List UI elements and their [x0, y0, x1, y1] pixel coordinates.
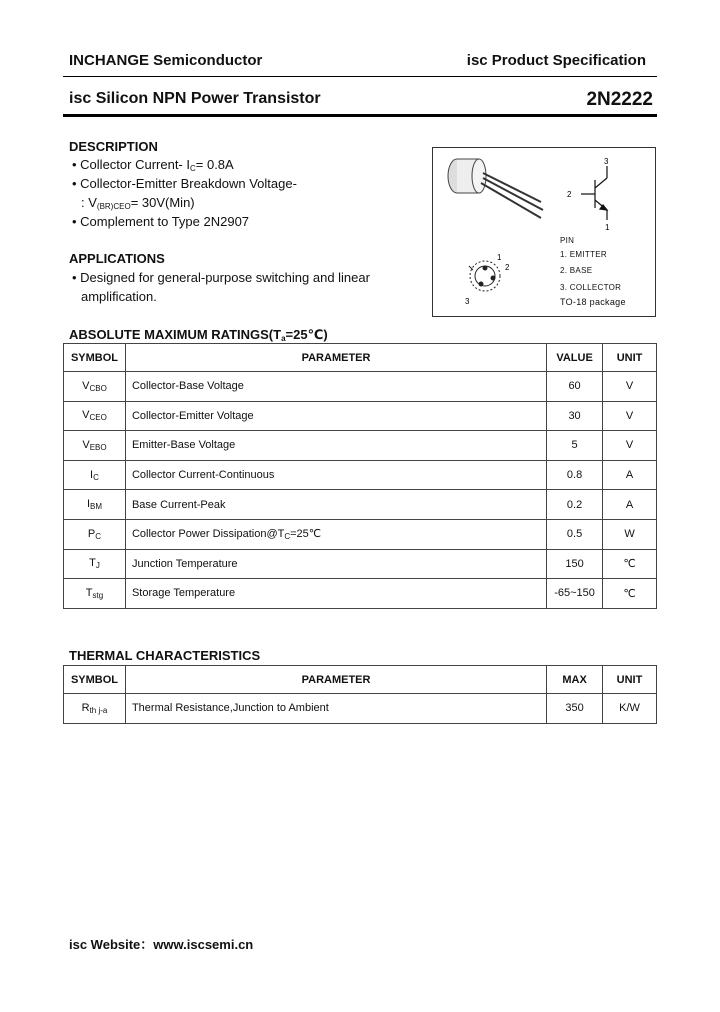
value-cell: 30 — [547, 401, 603, 431]
value-cell: -65~150 — [547, 579, 603, 609]
col-symbol: SYMBOL — [64, 344, 126, 372]
col-max: MAX — [547, 666, 603, 694]
symbol-cell: $V_{EBO}$ — [64, 431, 126, 461]
pin-1-label: 1. EMITTER — [560, 250, 608, 259]
symbol-cell: $V_{CBO}$ — [64, 372, 126, 402]
table-header-row — [64, 666, 657, 694]
description-bullet-1: • Collector Current- $I_C= 0.8A$ — [72, 157, 234, 173]
bottom-view-drawing — [469, 261, 500, 291]
table-row — [64, 372, 657, 402]
parameter-cell: Collector Current-Continuous — [125, 460, 546, 490]
pin-2-label: 2. BASE — [560, 266, 593, 275]
symbol-cell: $T_J$ — [64, 549, 126, 579]
symbol-pin-1: 1 — [605, 223, 610, 232]
website-footer: isc Website：www.iscsemi.cn — [69, 937, 254, 952]
parameter-cell: Collector-Base Voltage — [125, 372, 546, 402]
table-row — [64, 490, 657, 520]
unit-cell: ℃ — [603, 549, 657, 579]
symbol-cell: $V_{CEO}$ — [64, 401, 126, 431]
symbol-cell: $R_{th j-a}$ — [64, 694, 126, 724]
description-bullet-2: • Collector-Emitter Breakdown Voltage- — [72, 176, 297, 191]
bottom-pin-2: 2 — [505, 263, 510, 272]
symbol-cell: $P_C$ — [64, 519, 126, 549]
npn-symbol — [581, 166, 607, 220]
applications-bullet: • Designed for general-purpose switching and linear — [72, 270, 370, 285]
value-cell: 5 — [547, 431, 603, 461]
table-row — [64, 549, 657, 579]
parameter-cell: Base Current-Peak — [125, 490, 546, 520]
spec-label: isc Product Specification — [466, 52, 646, 69]
col-parameter: PARAMETER — [125, 666, 546, 694]
bottom-pin-3: 3 — [465, 297, 470, 306]
unit-cell: A — [603, 490, 657, 520]
part-number: 2N2222 — [586, 89, 653, 110]
pin-heading: PIN — [560, 236, 575, 245]
symbol-cell: $I_C$ — [64, 460, 126, 490]
unit-cell: A — [603, 460, 657, 490]
symbol-pin-3: 3 — [604, 157, 609, 166]
value-cell: 0.2 — [547, 490, 603, 520]
symbol-cell: $T_{stg}$ — [64, 579, 126, 609]
package-figure — [432, 147, 656, 317]
table-header-row — [64, 344, 657, 372]
value-cell: 60 — [547, 372, 603, 402]
abs-max-heading: ABSOLUTE MAXIMUM $RATINGS(T_a=25℃)$ — [69, 327, 328, 343]
unit-cell: W — [603, 519, 657, 549]
value-cell: 0.8 — [547, 460, 603, 490]
table-row — [64, 431, 657, 461]
col-unit: UNIT — [603, 666, 657, 694]
parameter-cell: Emitter-Base Voltage — [125, 431, 546, 461]
symbol-pin-2: 2 — [567, 190, 572, 199]
description-bullet-3: • Complement to Type 2N2907 — [72, 214, 250, 229]
table-row — [64, 694, 657, 724]
applications-bullet-cont: amplification. — [81, 289, 157, 304]
col-symbol: SYMBOL — [64, 666, 126, 694]
value-cell: 150 — [547, 549, 603, 579]
pin-3-label: 3. COLLECTOR — [560, 283, 622, 292]
parameter-cell: Collector Power $Dissipation@T_C=25℃$ — [125, 519, 546, 549]
value-cell: 350 — [547, 694, 603, 724]
description-bullet-2-cont: : $V_{(BR)CEO}= 30V(Min)$ — [81, 195, 195, 211]
table-row — [64, 519, 657, 549]
table-row — [64, 579, 657, 609]
description-heading: DESCRIPTION — [69, 139, 158, 154]
bottom-pin-1: 1 — [497, 253, 502, 262]
unit-cell: V — [603, 431, 657, 461]
applications-heading: APPLICATIONS — [69, 251, 165, 266]
package-label: TO-18 package — [560, 297, 626, 307]
value-cell: 0.5 — [547, 519, 603, 549]
unit-cell: V — [603, 372, 657, 402]
thermal-table — [63, 665, 657, 724]
title-rule — [63, 114, 657, 117]
thermal-heading: THERMAL CHARACTERISTICS — [69, 648, 261, 663]
symbol-cell: $I_{BM}$ — [64, 490, 126, 520]
parameter-cell: Collector-Emitter Voltage — [125, 401, 546, 431]
abs-max-table — [63, 343, 657, 609]
table-row — [64, 401, 657, 431]
unit-cell: ℃ — [603, 579, 657, 609]
col-unit: UNIT — [603, 344, 657, 372]
company-name: INCHANGE Semiconductor — [69, 52, 263, 69]
col-parameter: PARAMETER — [125, 344, 546, 372]
package-drawing — [433, 148, 655, 316]
parameter-cell: Thermal Resistance,Junction to Ambient — [125, 694, 546, 724]
table-row — [64, 460, 657, 490]
transistor-can-image — [448, 159, 543, 218]
parameter-cell: Junction Temperature — [125, 549, 546, 579]
col-value: VALUE — [547, 344, 603, 372]
parameter-cell: Storage Temperature — [125, 579, 546, 609]
header-rule — [63, 76, 657, 77]
unit-cell: K/W — [603, 694, 657, 724]
unit-cell: V — [603, 401, 657, 431]
document-title: isc Silicon NPN Power Transistor — [69, 90, 321, 107]
